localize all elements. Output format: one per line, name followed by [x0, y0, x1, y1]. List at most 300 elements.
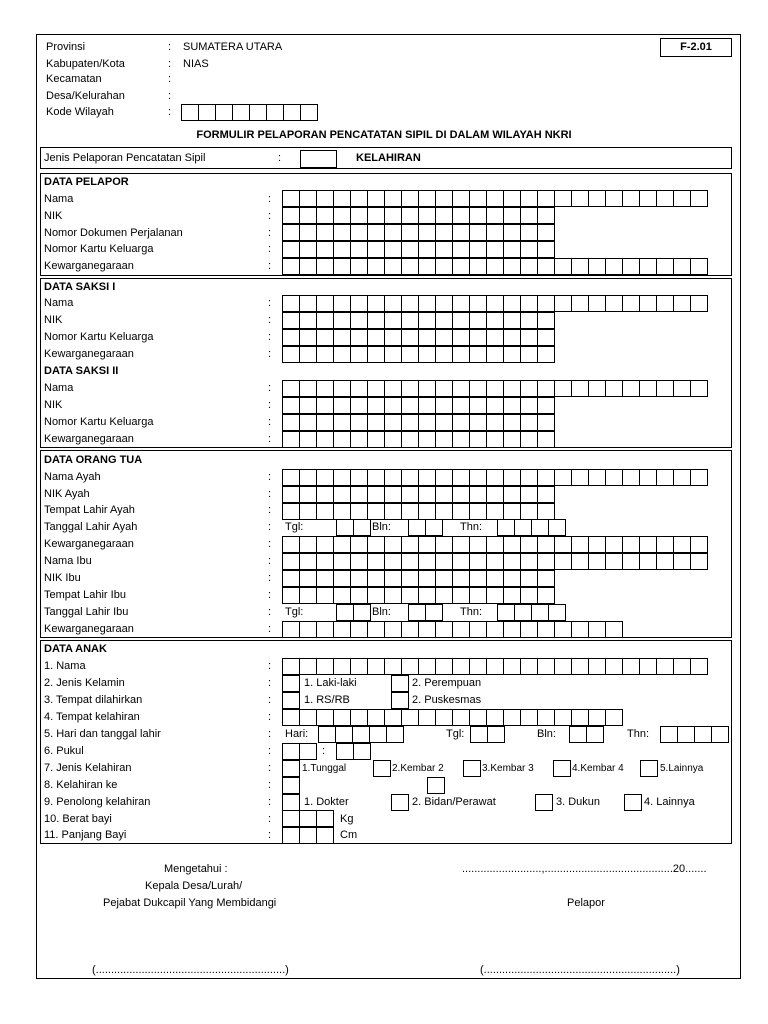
input-cell[interactable] [486, 414, 504, 431]
input-cell[interactable] [520, 621, 538, 638]
input-cell[interactable] [299, 570, 317, 587]
input-cell[interactable] [486, 295, 504, 312]
input-cell[interactable] [316, 810, 334, 827]
input-cell[interactable] [316, 486, 334, 503]
input-cell[interactable] [503, 658, 521, 675]
input-cell[interactable] [469, 587, 487, 604]
lainnya4-box[interactable] [624, 794, 642, 811]
input-cell[interactable] [469, 469, 487, 486]
input-cell[interactable] [571, 553, 589, 570]
input-cell[interactable] [350, 380, 368, 397]
input-cell[interactable] [452, 380, 470, 397]
puskesmas-box[interactable] [391, 692, 409, 709]
input-cell[interactable] [282, 397, 300, 414]
input-cell[interactable] [333, 486, 351, 503]
input-cell[interactable] [537, 503, 555, 520]
input-cell[interactable] [401, 258, 419, 275]
input-cell[interactable] [588, 469, 606, 486]
input-cell[interactable] [503, 207, 521, 224]
input-cell[interactable] [282, 810, 300, 827]
input-cell[interactable] [350, 241, 368, 258]
input-cell[interactable] [316, 346, 334, 363]
input-cell[interactable] [537, 431, 555, 448]
input-cell[interactable] [503, 258, 521, 275]
input-cell[interactable] [503, 312, 521, 329]
input-cell[interactable] [367, 397, 385, 414]
input-cell[interactable] [401, 536, 419, 553]
input-cell[interactable] [249, 104, 267, 121]
input-cell[interactable] [694, 726, 712, 743]
input-cell[interactable] [503, 486, 521, 503]
input-cell[interactable] [469, 486, 487, 503]
input-cell[interactable] [503, 553, 521, 570]
input-cell[interactable] [350, 312, 368, 329]
input-cell[interactable] [469, 346, 487, 363]
input-cell[interactable] [503, 380, 521, 397]
input-cell[interactable] [299, 587, 317, 604]
input-cell[interactable] [605, 380, 623, 397]
input-cell[interactable] [673, 190, 691, 207]
input-cell[interactable] [418, 536, 436, 553]
input-cell[interactable] [384, 207, 402, 224]
input-cell[interactable] [367, 621, 385, 638]
input-cell[interactable] [384, 346, 402, 363]
input-cell[interactable] [486, 658, 504, 675]
input-cell[interactable] [282, 431, 300, 448]
input-cell[interactable] [548, 519, 566, 536]
input-cell[interactable] [418, 553, 436, 570]
input-cell[interactable] [452, 346, 470, 363]
input-cell[interactable] [622, 658, 640, 675]
input-cell[interactable] [401, 658, 419, 675]
input-cell[interactable] [537, 621, 555, 638]
kembar4-box[interactable] [553, 760, 571, 777]
input-cell[interactable] [299, 709, 317, 726]
input-cell[interactable] [605, 190, 623, 207]
input-cell[interactable] [384, 241, 402, 258]
input-cell[interactable] [333, 190, 351, 207]
input-cell[interactable] [452, 658, 470, 675]
nama-ayah-grid[interactable] [282, 469, 707, 486]
input-cell[interactable] [333, 397, 351, 414]
tempat-lahir-ibu-grid[interactable] [282, 587, 554, 604]
input-cell[interactable] [537, 587, 555, 604]
input-cell[interactable] [503, 709, 521, 726]
input-cell[interactable] [384, 658, 402, 675]
input-cell[interactable] [384, 553, 402, 570]
input-cell[interactable] [333, 570, 351, 587]
input-cell[interactable] [470, 726, 488, 743]
input-cell[interactable] [401, 570, 419, 587]
date-line[interactable]: ..........................,..........................................20....... [462, 863, 707, 875]
input-cell[interactable] [452, 397, 470, 414]
input-cell[interactable] [435, 414, 453, 431]
input-cell[interactable] [282, 709, 300, 726]
input-cell[interactable] [469, 621, 487, 638]
input-cell[interactable] [435, 258, 453, 275]
input-cell[interactable] [571, 536, 589, 553]
input-cell[interactable] [435, 536, 453, 553]
input-cell[interactable] [282, 380, 300, 397]
input-cell[interactable] [486, 346, 504, 363]
input-cell[interactable] [435, 570, 453, 587]
input-cell[interactable] [367, 709, 385, 726]
input-cell[interactable] [418, 241, 436, 258]
jenis-kelahiran-box[interactable] [282, 760, 300, 777]
input-cell[interactable] [418, 207, 436, 224]
input-cell[interactable] [282, 621, 300, 638]
input-cell[interactable] [452, 258, 470, 275]
input-cell[interactable] [367, 486, 385, 503]
input-cell[interactable] [282, 346, 300, 363]
input-cell[interactable] [418, 570, 436, 587]
input-cell[interactable] [452, 621, 470, 638]
nama-ibu-grid[interactable] [282, 553, 707, 570]
input-cell[interactable] [401, 709, 419, 726]
input-cell[interactable] [283, 104, 301, 121]
input-cell[interactable] [369, 726, 387, 743]
kode-wilayah-grid[interactable] [181, 104, 317, 121]
input-cell[interactable] [690, 380, 708, 397]
pelapor-kew-grid[interactable] [282, 258, 707, 275]
input-cell[interactable] [569, 726, 587, 743]
input-cell[interactable] [350, 414, 368, 431]
perempuan-box[interactable] [391, 675, 409, 692]
input-cell[interactable] [282, 570, 300, 587]
input-cell[interactable] [435, 207, 453, 224]
input-cell[interactable] [639, 469, 657, 486]
input-cell[interactable] [435, 553, 453, 570]
input-cell[interactable] [353, 743, 371, 760]
input-cell[interactable] [401, 469, 419, 486]
input-cell[interactable] [282, 207, 300, 224]
input-cell[interactable] [435, 486, 453, 503]
name-line-right[interactable]: (...............................................................) [480, 964, 680, 976]
input-cell[interactable] [469, 536, 487, 553]
input-cell[interactable] [299, 190, 317, 207]
input-cell[interactable] [350, 503, 368, 520]
ayah-thn-grid[interactable] [497, 519, 565, 536]
input-cell[interactable] [486, 587, 504, 604]
input-cell[interactable] [401, 190, 419, 207]
bidan-box[interactable] [391, 794, 409, 811]
input-cell[interactable] [299, 397, 317, 414]
ibu-bln-grid[interactable] [408, 604, 442, 621]
anak-pukul-jam-grid[interactable] [282, 743, 316, 760]
input-cell[interactable] [520, 658, 538, 675]
input-cell[interactable] [367, 553, 385, 570]
input-cell[interactable] [520, 536, 538, 553]
input-cell[interactable] [469, 709, 487, 726]
input-cell[interactable] [282, 658, 300, 675]
input-cell[interactable] [677, 726, 695, 743]
nik-ibu-grid[interactable] [282, 570, 554, 587]
input-cell[interactable] [384, 312, 402, 329]
input-cell[interactable] [656, 380, 674, 397]
input-cell[interactable] [316, 295, 334, 312]
input-cell[interactable] [316, 414, 334, 431]
input-cell[interactable] [401, 241, 419, 258]
input-cell[interactable] [333, 414, 351, 431]
input-cell[interactable] [299, 743, 317, 760]
anak-bln-grid[interactable] [569, 726, 603, 743]
input-cell[interactable] [452, 190, 470, 207]
input-cell[interactable] [350, 621, 368, 638]
input-cell[interactable] [282, 743, 300, 760]
input-cell[interactable] [605, 469, 623, 486]
input-cell[interactable] [639, 658, 657, 675]
input-cell[interactable] [503, 431, 521, 448]
input-cell[interactable] [299, 621, 317, 638]
input-cell[interactable] [673, 536, 691, 553]
input-cell[interactable] [401, 295, 419, 312]
input-cell[interactable] [353, 604, 371, 621]
input-cell[interactable] [316, 312, 334, 329]
input-cell[interactable] [469, 414, 487, 431]
input-cell[interactable] [299, 658, 317, 675]
saksi1-kk-grid[interactable] [282, 329, 554, 346]
input-cell[interactable] [408, 604, 426, 621]
input-cell[interactable] [571, 295, 589, 312]
input-cell[interactable] [571, 258, 589, 275]
input-cell[interactable] [384, 570, 402, 587]
input-cell[interactable] [333, 241, 351, 258]
input-cell[interactable] [554, 709, 572, 726]
input-cell[interactable] [299, 536, 317, 553]
input-cell[interactable] [486, 621, 504, 638]
input-cell[interactable] [503, 346, 521, 363]
input-cell[interactable] [401, 486, 419, 503]
input-cell[interactable] [425, 519, 443, 536]
input-cell[interactable] [215, 104, 233, 121]
input-cell[interactable] [316, 553, 334, 570]
input-cell[interactable] [367, 658, 385, 675]
input-cell[interactable] [486, 536, 504, 553]
input-cell[interactable] [537, 312, 555, 329]
input-cell[interactable] [350, 570, 368, 587]
input-cell[interactable] [350, 658, 368, 675]
input-cell[interactable] [537, 346, 555, 363]
input-cell[interactable] [367, 346, 385, 363]
input-cell[interactable] [367, 587, 385, 604]
input-cell[interactable] [282, 469, 300, 486]
input-cell[interactable] [605, 536, 623, 553]
input-cell[interactable] [690, 536, 708, 553]
input-cell[interactable] [316, 621, 334, 638]
input-cell[interactable] [711, 726, 729, 743]
input-cell[interactable] [435, 658, 453, 675]
input-cell[interactable] [350, 709, 368, 726]
input-cell[interactable] [418, 380, 436, 397]
input-cell[interactable] [282, 553, 300, 570]
input-cell[interactable] [418, 621, 436, 638]
input-cell[interactable] [520, 224, 538, 241]
input-cell[interactable] [333, 312, 351, 329]
penolong-box[interactable] [282, 794, 300, 811]
input-cell[interactable] [435, 503, 453, 520]
input-cell[interactable] [469, 503, 487, 520]
input-cell[interactable] [401, 397, 419, 414]
input-cell[interactable] [367, 312, 385, 329]
input-cell[interactable] [452, 536, 470, 553]
input-cell[interactable] [401, 621, 419, 638]
ibu-thn-grid[interactable] [497, 604, 565, 621]
input-cell[interactable] [469, 190, 487, 207]
input-cell[interactable] [639, 190, 657, 207]
input-cell[interactable] [198, 104, 216, 121]
input-cell[interactable] [425, 604, 443, 621]
input-cell[interactable] [537, 224, 555, 241]
input-cell[interactable] [673, 380, 691, 397]
input-cell[interactable] [639, 258, 657, 275]
input-cell[interactable] [452, 329, 470, 346]
input-cell[interactable] [336, 519, 354, 536]
input-cell[interactable] [299, 312, 317, 329]
input-cell[interactable] [605, 258, 623, 275]
kew-ayah-grid[interactable] [282, 536, 707, 553]
input-cell[interactable] [588, 190, 606, 207]
input-cell[interactable] [299, 431, 317, 448]
input-cell[interactable] [588, 380, 606, 397]
input-cell[interactable] [316, 224, 334, 241]
input-cell[interactable] [299, 241, 317, 258]
input-cell[interactable] [282, 827, 300, 844]
input-cell[interactable] [486, 224, 504, 241]
input-cell[interactable] [503, 536, 521, 553]
input-cell[interactable] [520, 709, 538, 726]
input-cell[interactable] [571, 658, 589, 675]
input-cell[interactable] [469, 207, 487, 224]
berat-bayi-grid[interactable] [282, 810, 333, 827]
input-cell[interactable] [571, 380, 589, 397]
input-cell[interactable] [452, 295, 470, 312]
input-cell[interactable] [336, 604, 354, 621]
input-cell[interactable] [418, 431, 436, 448]
input-cell[interactable] [588, 658, 606, 675]
input-cell[interactable] [639, 295, 657, 312]
input-cell[interactable] [673, 553, 691, 570]
input-cell[interactable] [282, 258, 300, 275]
input-cell[interactable] [316, 241, 334, 258]
input-cell[interactable] [333, 621, 351, 638]
lainnya5-box[interactable] [640, 760, 658, 777]
input-cell[interactable] [520, 207, 538, 224]
input-cell[interactable] [367, 295, 385, 312]
input-cell[interactable] [299, 258, 317, 275]
input-cell[interactable] [333, 329, 351, 346]
input-cell[interactable] [486, 207, 504, 224]
input-cell[interactable] [497, 519, 515, 536]
input-cell[interactable] [401, 503, 419, 520]
input-cell[interactable] [418, 190, 436, 207]
input-cell[interactable] [588, 709, 606, 726]
input-cell[interactable] [503, 414, 521, 431]
input-cell[interactable] [622, 536, 640, 553]
input-cell[interactable] [333, 295, 351, 312]
input-cell[interactable] [316, 469, 334, 486]
input-cell[interactable] [299, 503, 317, 520]
input-cell[interactable] [384, 224, 402, 241]
input-cell[interactable] [673, 469, 691, 486]
input-cell[interactable] [520, 469, 538, 486]
input-cell[interactable] [418, 258, 436, 275]
input-cell[interactable] [367, 536, 385, 553]
input-cell[interactable] [537, 241, 555, 258]
input-cell[interactable] [384, 503, 402, 520]
input-cell[interactable] [418, 346, 436, 363]
input-cell[interactable] [282, 503, 300, 520]
input-cell[interactable] [316, 207, 334, 224]
input-cell[interactable] [333, 709, 351, 726]
input-cell[interactable] [384, 536, 402, 553]
input-cell[interactable] [639, 553, 657, 570]
input-cell[interactable] [299, 380, 317, 397]
input-cell[interactable] [333, 258, 351, 275]
input-cell[interactable] [367, 431, 385, 448]
input-cell[interactable] [401, 224, 419, 241]
input-cell[interactable] [605, 658, 623, 675]
input-cell[interactable] [384, 587, 402, 604]
input-cell[interactable] [401, 207, 419, 224]
input-cell[interactable] [588, 295, 606, 312]
input-cell[interactable] [350, 207, 368, 224]
input-cell[interactable] [605, 621, 623, 638]
input-cell[interactable] [656, 658, 674, 675]
saksi1-kew-grid[interactable] [282, 346, 554, 363]
input-cell[interactable] [401, 329, 419, 346]
input-cell[interactable] [401, 431, 419, 448]
input-cell[interactable] [299, 224, 317, 241]
input-cell[interactable] [232, 104, 250, 121]
input-cell[interactable] [299, 469, 317, 486]
input-cell[interactable] [537, 190, 555, 207]
pelapor-nama-grid[interactable] [282, 190, 707, 207]
input-cell[interactable] [316, 503, 334, 520]
input-cell[interactable] [435, 380, 453, 397]
input-cell[interactable] [418, 224, 436, 241]
input-cell[interactable] [554, 380, 572, 397]
input-cell[interactable] [656, 190, 674, 207]
input-cell[interactable] [503, 224, 521, 241]
input-cell[interactable] [520, 431, 538, 448]
input-cell[interactable] [367, 469, 385, 486]
input-cell[interactable] [452, 587, 470, 604]
input-cell[interactable] [503, 570, 521, 587]
input-cell[interactable] [622, 380, 640, 397]
input-cell[interactable] [299, 827, 317, 844]
input-cell[interactable] [418, 329, 436, 346]
input-cell[interactable] [386, 726, 404, 743]
input-cell[interactable] [690, 295, 708, 312]
input-cell[interactable] [418, 658, 436, 675]
input-cell[interactable] [537, 486, 555, 503]
input-cell[interactable] [554, 190, 572, 207]
input-cell[interactable] [350, 295, 368, 312]
input-cell[interactable] [435, 312, 453, 329]
input-cell[interactable] [401, 312, 419, 329]
input-cell[interactable] [350, 469, 368, 486]
input-cell[interactable] [520, 503, 538, 520]
anak-thn-grid[interactable] [660, 726, 728, 743]
input-cell[interactable] [452, 503, 470, 520]
input-cell[interactable] [350, 190, 368, 207]
input-cell[interactable] [452, 312, 470, 329]
input-cell[interactable] [605, 553, 623, 570]
input-cell[interactable] [435, 241, 453, 258]
input-cell[interactable] [333, 207, 351, 224]
tempat-dilahirkan-box[interactable] [282, 692, 300, 709]
input-cell[interactable] [690, 190, 708, 207]
